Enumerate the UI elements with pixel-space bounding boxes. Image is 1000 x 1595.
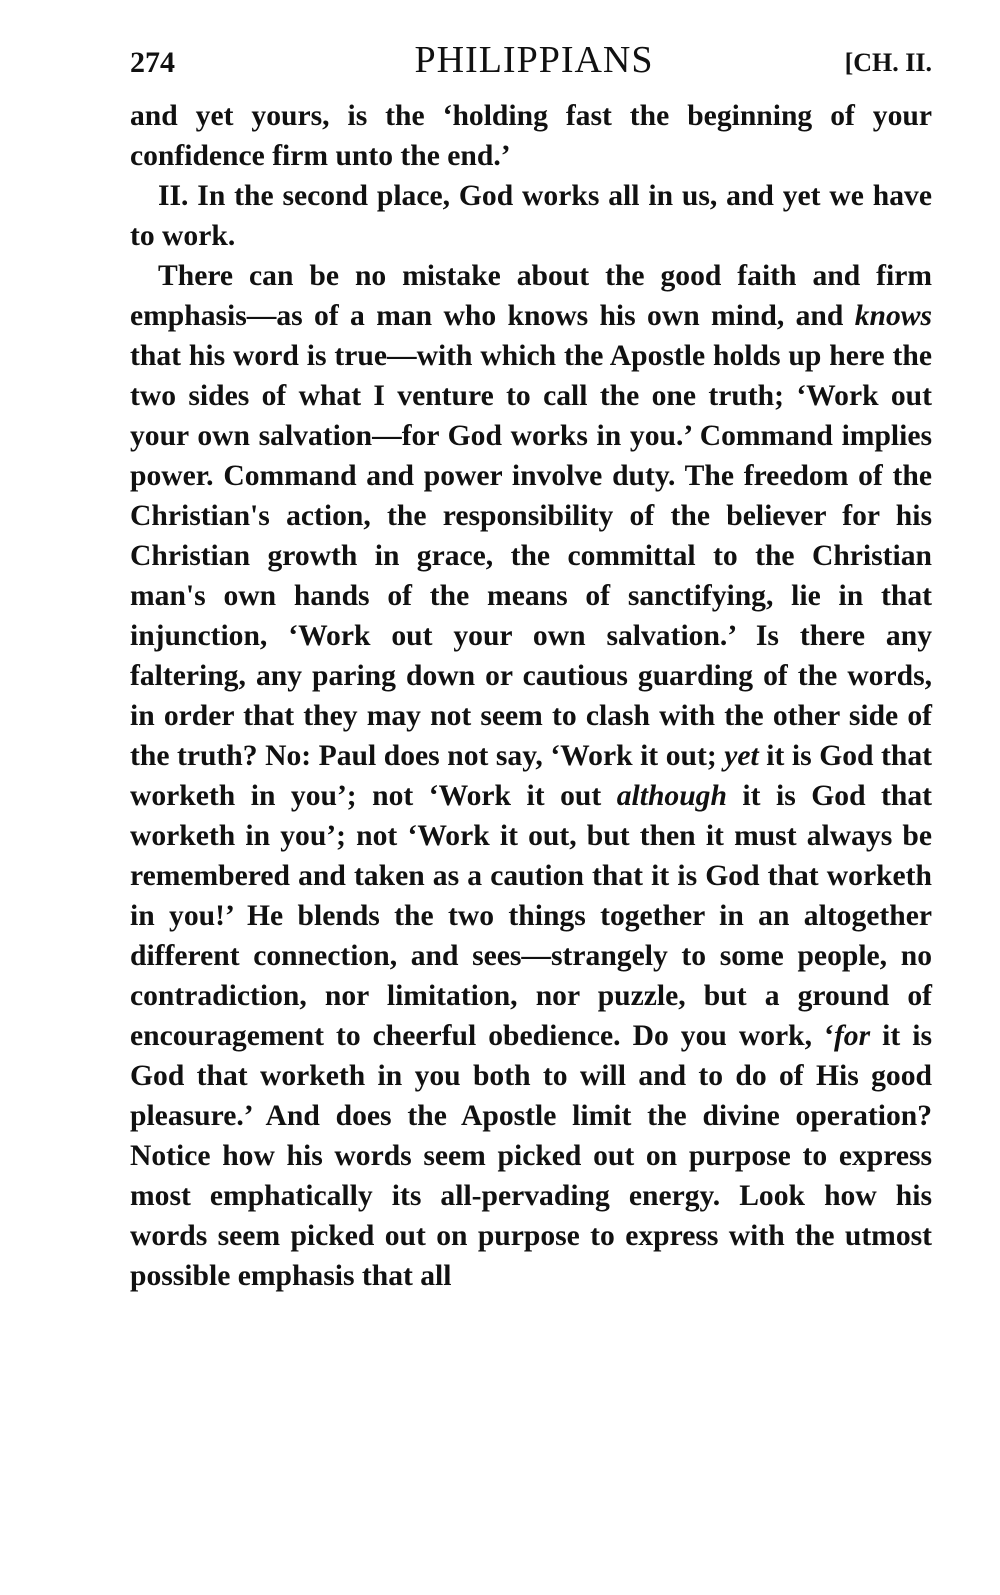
text-segment: it is God that worketh in you both to will and to do of His good pleasure.’ And does the Apostle limit the divine operation? Notice how his words seem picked out on purpose to express most emphatically its all-pervading energy. Look how his words seem picked out on purpose to express with the utmost possible emphasis that all: [130, 1020, 932, 1292]
text-segment: it is God that worketh in you’; not ‘Work it out: [130, 740, 932, 812]
italic-word: for: [833, 1020, 871, 1052]
text-segment: and yet yours, is the ‘holding fast the beginning of your confidence firm unto the end.’: [130, 100, 932, 172]
italic-word: although: [616, 780, 727, 812]
paragraph-second-place: [130, 176, 932, 256]
text-segment: that his word is true—with which the Apostle holds up here the two sides of what I venture to call the one truth; ‘Work out your own salvation—for God works in you.’ Command implies power. Command and power involve duty. The freedom of the Christian's action, the responsibility of the believer for his Christian growth in grace, the committal to the Christian man's own hands of the means of sanctifying, lie in that injunction, ‘Work out your own salvation.’ Is there any faltering, any paring down or cautious guarding of the words, in order that they may not seem to clash with the other side of the truth? No: Paul does not say, ‘Work it out;: [130, 340, 932, 772]
italic-word: yet: [724, 740, 759, 772]
paragraph-main: [130, 256, 932, 1296]
italic-word: knows: [854, 300, 932, 332]
running-head: [130, 38, 932, 96]
text-segment: There can be no mistake about the good faith and firm emphasis—as of a man who knows his own mind, and: [130, 260, 932, 332]
text-segment: II. In the second place, God works all in us, and yet we have to work.: [130, 180, 932, 252]
text-segment: it is God that worketh in you’; not ‘Work it out, but then it must always be remembered and taken as a caution that it is God that worketh in you!’ He blends the two things together in an altogether different connection, and sees—strangely to some people, no contradiction, nor limitation, nor puzzle, but a ground of encouragement to cheerful obedience. Do you work, ‘: [130, 780, 932, 1052]
paragraph-continued: [130, 96, 932, 176]
page-number: 274: [130, 46, 175, 79]
chapter-reference: [CH. II.: [844, 48, 932, 77]
page-title: PHILIPPIANS: [414, 39, 654, 81]
body-text: [130, 96, 932, 1296]
book-page: [130, 38, 932, 1296]
